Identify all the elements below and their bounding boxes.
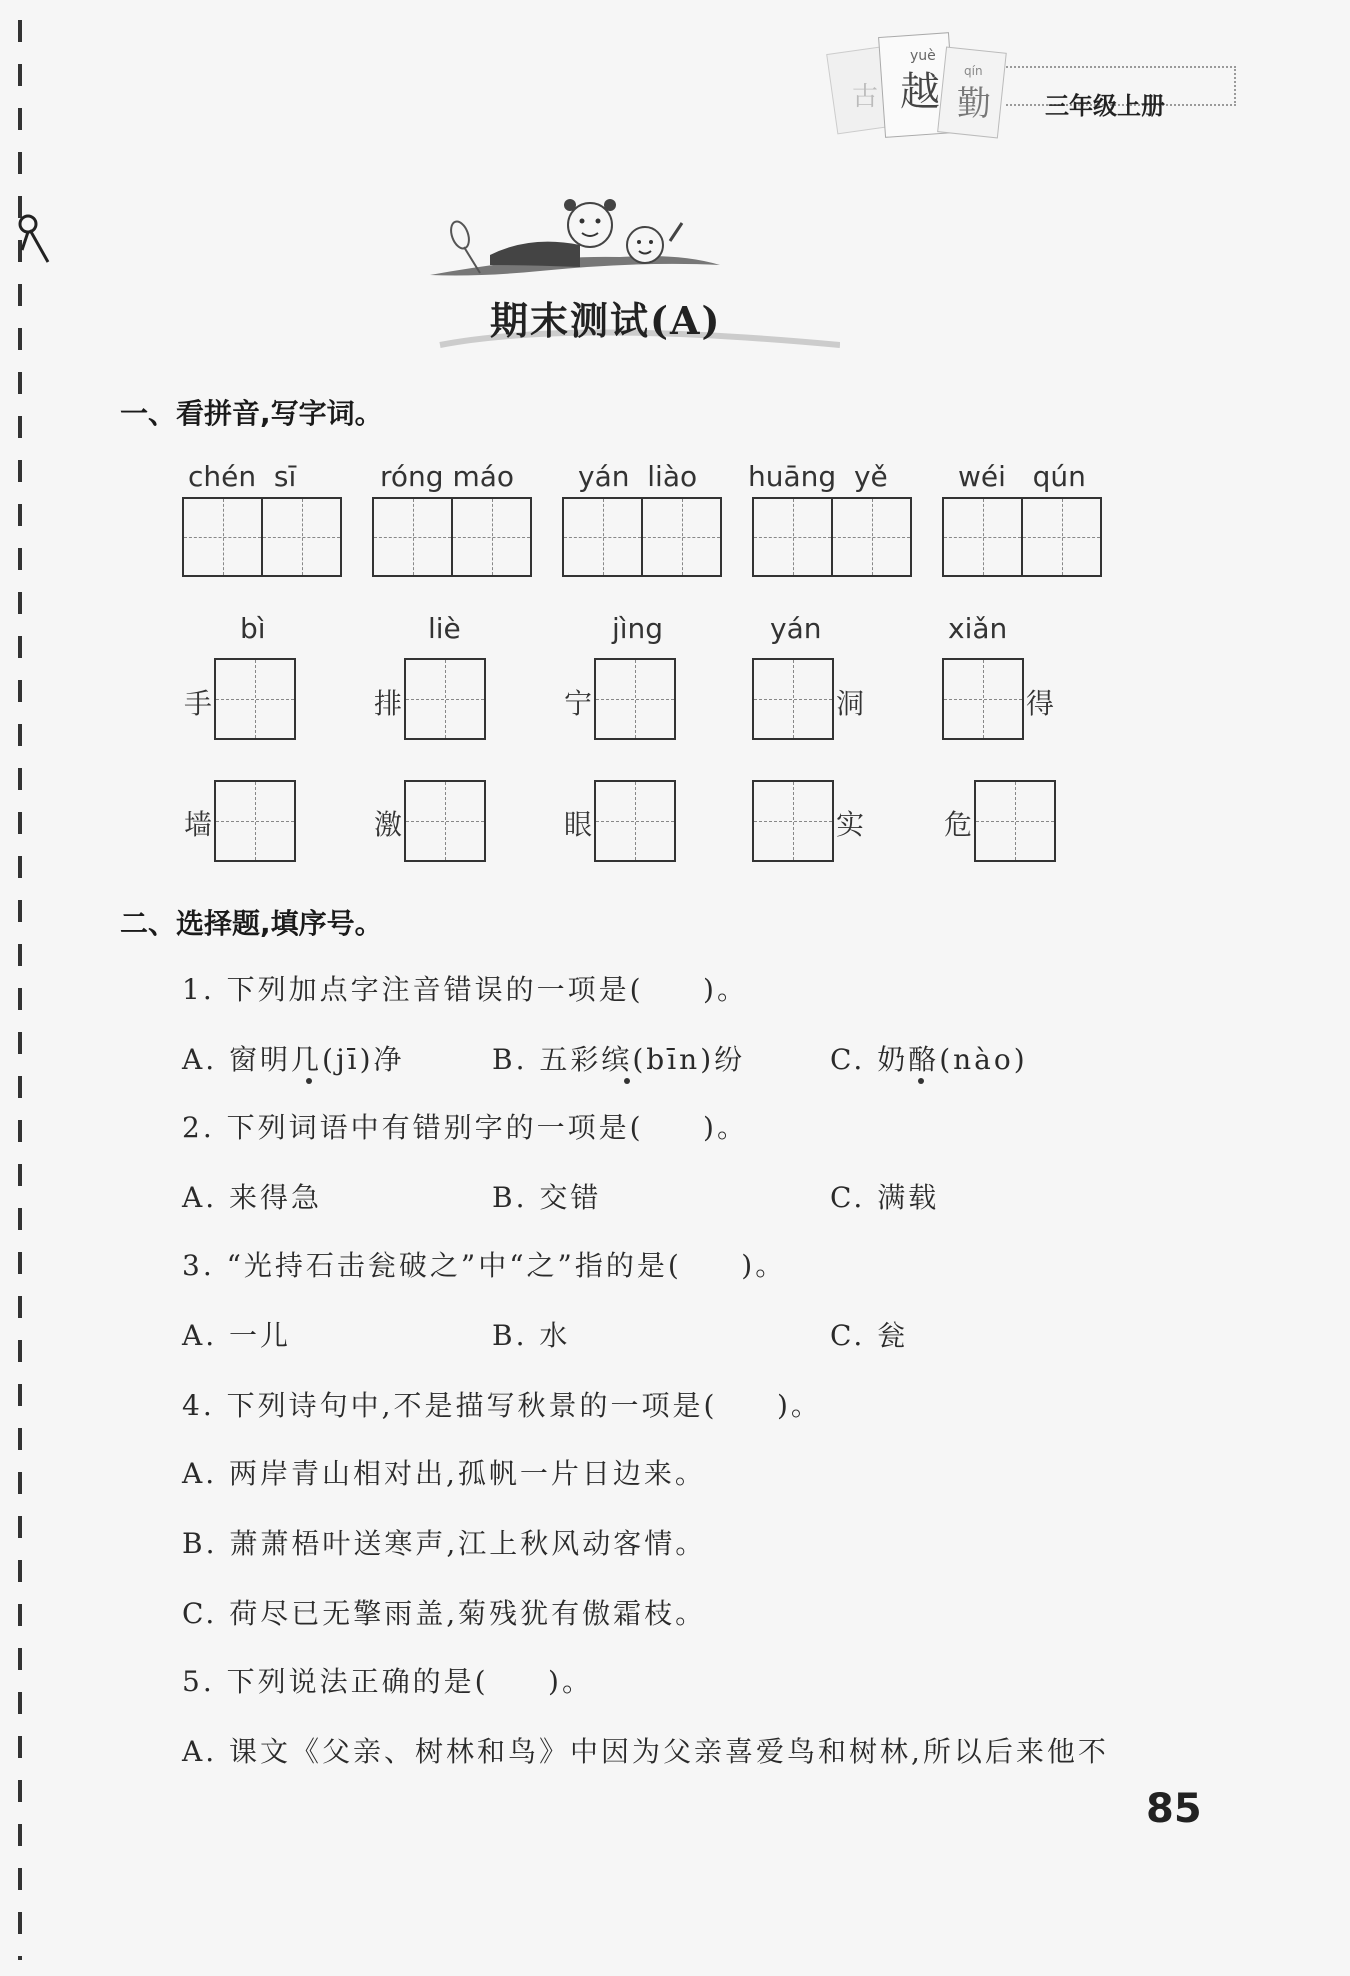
- word-5-answer-box[interactable]: [942, 497, 1102, 577]
- row2-2-char: 排: [374, 687, 403, 720]
- q2-option-c[interactable]: C. 满载: [830, 1181, 940, 1214]
- row2-4-char: 洞: [836, 687, 865, 720]
- cut-line: [18, 20, 22, 1960]
- row2-3-char: 宁: [564, 687, 593, 720]
- page-number: 85: [1146, 1786, 1202, 1832]
- row2-3-answer-box[interactable]: [594, 658, 676, 740]
- word-1-pinyin: chén sī: [188, 460, 297, 493]
- row3-1-answer-box[interactable]: [214, 780, 296, 862]
- logo-pinyin-yue: yuè: [910, 48, 936, 64]
- q1-option-b[interactable]: B. 五彩缤(bīn)纷: [492, 1043, 746, 1076]
- row2-4-pinyin: yán: [770, 612, 822, 645]
- word-2-answer-box[interactable]: [372, 497, 532, 577]
- emphasis-dot: [624, 1078, 630, 1084]
- q2-option-a[interactable]: A. 来得急: [182, 1181, 323, 1214]
- question-5: 5. 下列说法正确的是( )。: [182, 1665, 593, 1698]
- logo-char-qin: 勤: [957, 84, 991, 124]
- word-3-answer-box[interactable]: [562, 497, 722, 577]
- section-2-heading: 二、选择题,填序号。: [120, 907, 383, 940]
- emphasis-dot: [918, 1078, 924, 1084]
- word-2-pinyin: róng máo: [380, 460, 515, 493]
- row3-2-answer-box[interactable]: [404, 780, 486, 862]
- row2-1-answer-box[interactable]: [214, 658, 296, 740]
- row2-4-answer-box[interactable]: [752, 658, 834, 740]
- row3-3-char: 眼: [564, 808, 593, 841]
- grade-label: 三年级上册: [1045, 92, 1165, 120]
- q5-option-a[interactable]: A. 课文《父亲、树林和鸟》中因为父亲喜爱鸟和树林,所以后来他不: [182, 1735, 1109, 1768]
- q1-option-c[interactable]: C. 奶酪(nào): [830, 1043, 1028, 1076]
- row3-4-answer-box[interactable]: [752, 780, 834, 862]
- row2-5-char: 得: [1026, 687, 1055, 720]
- word-4-pinyin: huāng yě: [748, 460, 888, 493]
- row2-2-answer-box[interactable]: [404, 658, 486, 740]
- word-5-pinyin: wéi qún: [958, 460, 1086, 493]
- q2-option-b[interactable]: B. 交错: [492, 1181, 602, 1214]
- question-4: 4. 下列诗句中,不是描写秋景的一项是( )。: [182, 1389, 822, 1422]
- logo-cards-icon: [822, 20, 1022, 160]
- q3-option-a[interactable]: A. 一儿: [182, 1319, 292, 1352]
- logo-pinyin-qin: qín: [964, 64, 983, 78]
- page-title: 期末测试(A): [490, 298, 722, 343]
- row2-2-pinyin: liè: [428, 612, 461, 645]
- row3-3-answer-box[interactable]: [594, 780, 676, 862]
- row2-5-answer-box[interactable]: [942, 658, 1024, 740]
- row2-5-pinyin: xiǎn: [948, 612, 1008, 645]
- q3-option-b[interactable]: B. 水: [492, 1319, 571, 1352]
- question-3: 3. “光持石击瓮破之”中“之”指的是( )。: [182, 1249, 787, 1282]
- row3-5-char: 危: [944, 808, 973, 841]
- row2-1-pinyin: bì: [240, 612, 266, 645]
- word-1-answer-box[interactable]: [182, 497, 342, 577]
- row3-4-char: 实: [836, 808, 865, 841]
- q1-option-a[interactable]: A. 窗明几(jī)净: [182, 1043, 405, 1076]
- scissors-icon: [14, 210, 54, 270]
- section-1-heading: 一、看拼音,写字词。: [120, 397, 383, 430]
- logo-char-yue: 越: [900, 69, 940, 115]
- q4-option-a[interactable]: A. 两岸青山相对出,孤帆一片日边来。: [182, 1457, 706, 1490]
- q4-option-b[interactable]: B. 萧萧梧叶送寒声,江上秋风动客情。: [182, 1527, 707, 1560]
- emphasis-dot: [306, 1078, 312, 1084]
- row2-3-pinyin: jìng: [612, 612, 664, 645]
- word-4-answer-box[interactable]: [752, 497, 912, 577]
- row3-2-char: 激: [374, 808, 403, 841]
- q3-option-c[interactable]: C. 瓮: [830, 1319, 909, 1352]
- row2-1-char: 手: [184, 687, 213, 720]
- logo-char-gu: 古: [852, 82, 879, 112]
- q4-option-c[interactable]: C. 荷尽已无擎雨盖,菊残犹有傲霜枝。: [182, 1597, 707, 1630]
- question-1: 1. 下列加点字注音错误的一项是( )。: [182, 973, 748, 1006]
- word-3-pinyin: yán liào: [578, 460, 698, 493]
- row3-5-answer-box[interactable]: [974, 780, 1056, 862]
- question-2: 2. 下列词语中有错别字的一项是( )。: [182, 1111, 748, 1144]
- row3-1-char: 墙: [184, 808, 213, 841]
